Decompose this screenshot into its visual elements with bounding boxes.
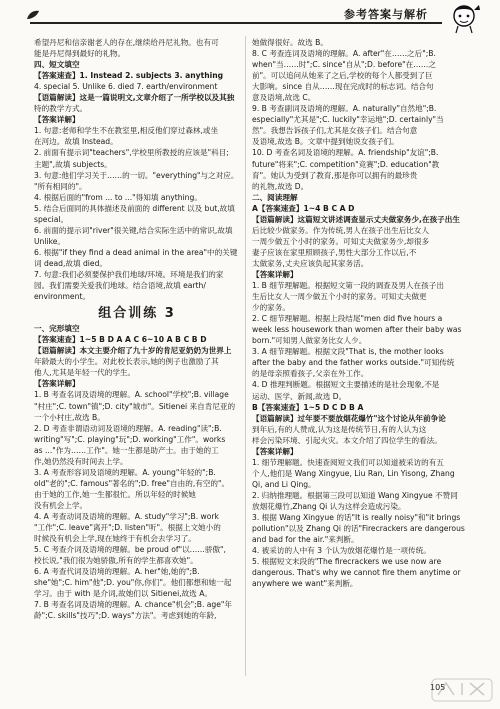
text-line: 9. B 考查副词及语境的理解。A. naturally"自然地";B. bbox=[252, 104, 437, 114]
text-line: 运动、医学、新闻,故选 D。 bbox=[252, 391, 347, 401]
text-line: writing"写";C. playing"玩";D. working"工作"。works bbox=[34, 434, 226, 444]
text-line: 3. A 细节理解题。根据文段"That is, the mother looks bbox=[252, 347, 444, 357]
text-line: 6. A 考查代词及语境的理解。A. her"她,她的";B. bbox=[34, 567, 200, 577]
header-title: 参考答案与解析 bbox=[344, 8, 428, 21]
text-line: Qi, and Li Qing。 bbox=[252, 479, 316, 489]
text-line: 【语篇解读】这篇短文讲述调查显示丈夫做家务少,在孩子出生 bbox=[252, 214, 460, 224]
text-line: 6. 前面的提示词"river"很关键,结合实际生活中的常识,故填 bbox=[34, 225, 233, 235]
text-line: 后比较少做家务。作为传统,男人在孩子出生后比女人 bbox=[252, 225, 430, 235]
text-line: "所有相同的"。 bbox=[34, 181, 87, 191]
text-line: Unlike。 bbox=[34, 236, 65, 246]
text-line: and bad for the air."来判断。 bbox=[252, 535, 359, 545]
text-line: 7. 句意:我们必须要保护我们地球/环境。环境是我们的家 bbox=[34, 269, 224, 279]
text-line: 10. D 考查名词及语境的理解。A. friendship"友谊";B. bbox=[252, 148, 439, 158]
text-line: 2. C 细节理解题。根据上段结尾"men did five hours a bbox=[252, 314, 443, 324]
text-line: 到年后,有的人赞成,认为这是传统节日,有的人认为这 bbox=[252, 424, 427, 434]
text-line: 一个小村庄,故选 B。 bbox=[34, 412, 105, 422]
text-line: 二、阅读理解 bbox=[252, 192, 298, 202]
text-line: B【答案速查】1~5 D C D B A bbox=[252, 402, 364, 412]
text-line: 5. 结合后面同的具体描述及前面的 different 以及 but,故填 bbox=[34, 203, 235, 213]
text-line: 3. 根据 Wang Xingyue 的话"It is really noisy"和"it brings bbox=[252, 513, 461, 523]
text-line: 【答案详解】 bbox=[252, 269, 298, 279]
text-line: 5. 根据短文末段的"The firecrackers we use now are bbox=[252, 557, 442, 567]
text-line: 【语篇解读】过年要不要放烟花爆竹"这个讨论从年前争论 bbox=[252, 413, 446, 423]
text-line: special。 bbox=[34, 214, 69, 224]
text-line: 样会污染环境、引起火灾。本文介绍了四位学生的看法。 bbox=[252, 435, 442, 445]
text-line: 特的教学方式。 bbox=[34, 104, 88, 114]
text-line: 作,她仍然没有时间去上学。 bbox=[34, 456, 128, 466]
text-line: A【答案速查】1~4 B C A D bbox=[252, 203, 355, 213]
text-line: "工作";C. leave"离开";D. listen"听"。根据上文她小的 bbox=[34, 523, 221, 533]
text-line: 放烟花爆竹,Zhang Qi 认为这样会造成污染。 bbox=[252, 501, 406, 511]
text-line: born."可知男人做家务比女人少。 bbox=[252, 336, 367, 346]
text-line: week less housework than women after their baby was bbox=[252, 325, 462, 335]
text-line: future"将来";C. competition"竞赛";D. education"教 bbox=[252, 159, 440, 169]
text-line: 1. 句意:老师和学生不在教室里,相反他们穿过森林,或坐 bbox=[34, 126, 219, 136]
text-line: 1. B 考查名词及语境的理解。A. school"学校";B. village bbox=[34, 390, 229, 400]
text-line: old"老的";C. famous"著名的";D. free"自由的,有空的"。 bbox=[34, 478, 230, 488]
page-header bbox=[0, 0, 500, 34]
text-line: especially"尤其是";C. luckily"幸运地";D. certainly"当 bbox=[252, 115, 444, 125]
text-line: 由于她的工作,她一生都很忙。所以年轻的时候她 bbox=[34, 489, 196, 499]
text-line: 前"。可以追问从她来了之后,学校的每个人都受到了巨 bbox=[252, 71, 433, 81]
text-line: 他人,尤其是年轻一代的学生。 bbox=[34, 368, 136, 378]
text-line: 8. C 考查连词及语境的理解。A. after"在……之后";B. bbox=[252, 49, 436, 59]
text-line: 太做家务,丈夫应该负起其家务活。 bbox=[252, 258, 369, 268]
text-line: 【答案速查】1~5 B D A A C 6~10 A B C B D bbox=[34, 335, 207, 345]
text-line: 4. D 推理判断题。根据短文主要描述的是社会现象,不是 bbox=[252, 380, 440, 390]
text-line: 4. 根据后面的"from ... to ..."得知填 anything。 bbox=[34, 192, 202, 202]
right-column bbox=[252, 37, 476, 589]
text-line: 【语篇解读】这是一篇说明文,文章介绍了一所学校以及其独 bbox=[34, 93, 235, 103]
text-line: 学习。由于 with 是介词,故她们以 Sitienei,故选 A。 bbox=[34, 589, 212, 599]
text-line: 她做得很好。故选 B。 bbox=[252, 38, 328, 47]
text-line: 个人,他们是 Wang Xingyue, Liu Ran, Lin Yisong, Zhang bbox=[252, 468, 455, 478]
text-line: 【答案详解】 bbox=[34, 379, 80, 389]
set-title: 组合训练 3 bbox=[98, 306, 176, 322]
text-line: 一周少做五个小时的家务。可知丈夫做家务少,却很多 bbox=[252, 236, 430, 246]
left-column bbox=[34, 37, 240, 621]
text-line: as ..."作为……工作"。她一生都是助产士。由于她的工 bbox=[34, 445, 219, 455]
text-line: when"当……时";C. since"自从";D. before"在……之 bbox=[252, 60, 436, 70]
text-line: 3. A 考查形容词及语境的理解。A. young"年轻的";B. bbox=[34, 467, 216, 477]
text-line: 【语篇解读】本文主要介绍了九十岁的肯尼亚奶奶为世界上 bbox=[34, 346, 232, 356]
text-line: pollution"以及 Zhang Qi 的话"Firecrackers are dangerous bbox=[252, 524, 465, 534]
text-line: dangerous. That's why we cannot fire them anytime or bbox=[252, 568, 461, 578]
text-line: 1. B 细节理解题。根据短文第一段的调查及男人在孩子出 bbox=[252, 281, 444, 291]
text-line: 2. 归纳推理题。根据第三段可以知道 Wang Xingyue 不赞同 bbox=[252, 490, 458, 500]
column-divider bbox=[245, 36, 246, 676]
text-line: 育"。她认为受到了教育,那是你可以拥有的最珍贵 bbox=[252, 170, 418, 180]
text-line: 6. 根据"if they find a dead animal in the area"中的关键 bbox=[34, 247, 238, 257]
text-line: 2. D 考查非谓语动词及语境的理解。A. reading"读";B. bbox=[34, 423, 222, 433]
text-line: 1. 细节理解题。快速查阅短文我们可以知道被采访的有五 bbox=[252, 457, 444, 467]
text-line: 4. A 考查动词及语境的理解。A. study"学习";B. work bbox=[34, 511, 219, 521]
text-line: 7. B 考查名词及语境的理解。A. chance"机会";B. age"年 bbox=[34, 600, 233, 610]
cartoon-mascot-icon bbox=[446, 2, 482, 34]
text-line: 园。我们需要关爱我们地球。结合语境,故填 earth/ bbox=[34, 281, 206, 291]
text-line: "村庄";C. town"镇";D. city"城市"。Sitienei 来自肯尼亚的 bbox=[34, 401, 236, 411]
watermark-logo bbox=[430, 675, 494, 705]
text-line: 希望丹尼和信亲谢老人的存在,继续给丹尼礼物。也有可 bbox=[34, 38, 219, 47]
text-line: 在河边。故填 Instead。 bbox=[34, 137, 118, 147]
text-line: 及语境,故选 B。文章中提到她说女孩子们。 bbox=[252, 137, 399, 147]
text-line: anywhere we want"来判断。 bbox=[252, 579, 358, 589]
left-text-block-2 bbox=[34, 323, 240, 621]
text-line: 4. special 5. Unlike 6. died 7. earth/environment bbox=[34, 82, 218, 92]
text-line: 的礼物,故选 D。 bbox=[252, 181, 309, 191]
left-text-block bbox=[34, 37, 240, 302]
text-line: 时候没有机会上学,现在她终于有机会去学习了。 bbox=[34, 534, 196, 544]
text-line: 大影响。since 自从……现在完成时的标志词。结合句 bbox=[252, 82, 434, 92]
text-line: 一、完形填空 bbox=[34, 324, 80, 334]
text-line: 校长说,"我们很为她骄傲,所有的学生都喜欢她"。 bbox=[34, 556, 198, 566]
text-line: she"她";C. him"他";D. you"你,你们"。他们都想和她一起 bbox=[34, 578, 232, 588]
text-line: 【答案详解】 bbox=[252, 446, 298, 456]
text-line: 妻子应该在家里照顾孩子,男性大部分工作以后,不 bbox=[252, 247, 417, 257]
text-line: 2. 前面有提示词"teachers",学校里所教授的应该是"科目; bbox=[34, 148, 229, 158]
text-line: 没有机会上学。 bbox=[34, 500, 88, 510]
text-line: 龄";C. skills"技巧";D. ways"方法"。考虑到她的年龄, bbox=[34, 611, 217, 621]
text-line: 3. 句意:他们学习关于……的一切。"everything"与之对应。 bbox=[34, 170, 239, 180]
text-line: 四、短文填空 bbox=[34, 60, 80, 70]
right-text-block bbox=[252, 37, 476, 589]
text-line: 词 dead,故填 died。 bbox=[34, 258, 108, 268]
text-line: 能是丹尼得到最好的礼物。 bbox=[34, 49, 126, 59]
page-number: 105 bbox=[430, 683, 446, 692]
text-line: 的是母亲照看孩子,父亲在外工作。 bbox=[252, 369, 369, 379]
text-line: 生后比女人一周少做五个小时的家务。可知丈夫做更 bbox=[252, 292, 427, 302]
text-line: environment。 bbox=[34, 292, 90, 302]
text-line: after the baby and the father works outside."可知传统 bbox=[252, 358, 455, 368]
text-line: 【答案详解】 bbox=[34, 115, 80, 125]
text-line: 4. 被采访的人中有 3 个认为放烟花爆竹是一项传统。 bbox=[252, 546, 431, 556]
text-line: 然"。我想告诉孩子们,尤其是女孩子们。结合句意 bbox=[252, 126, 418, 136]
text-line: 【答案速查】1. Instead 2. subjects 3. anything bbox=[34, 71, 224, 81]
header-rule bbox=[30, 22, 442, 24]
text-line: 主题",故填 subjects。 bbox=[34, 159, 112, 169]
text-line: 5. C 考查介词及语境的理解。be proud of"以……骄傲", bbox=[34, 545, 226, 555]
text-line: 少的家务。 bbox=[252, 303, 290, 313]
leaf-icon bbox=[26, 10, 40, 20]
text-line: 年龄最大的小学生。对此校长表示,她的例子也激励了其 bbox=[34, 357, 219, 367]
text-line: 意及语境,故选 C。 bbox=[252, 93, 316, 103]
